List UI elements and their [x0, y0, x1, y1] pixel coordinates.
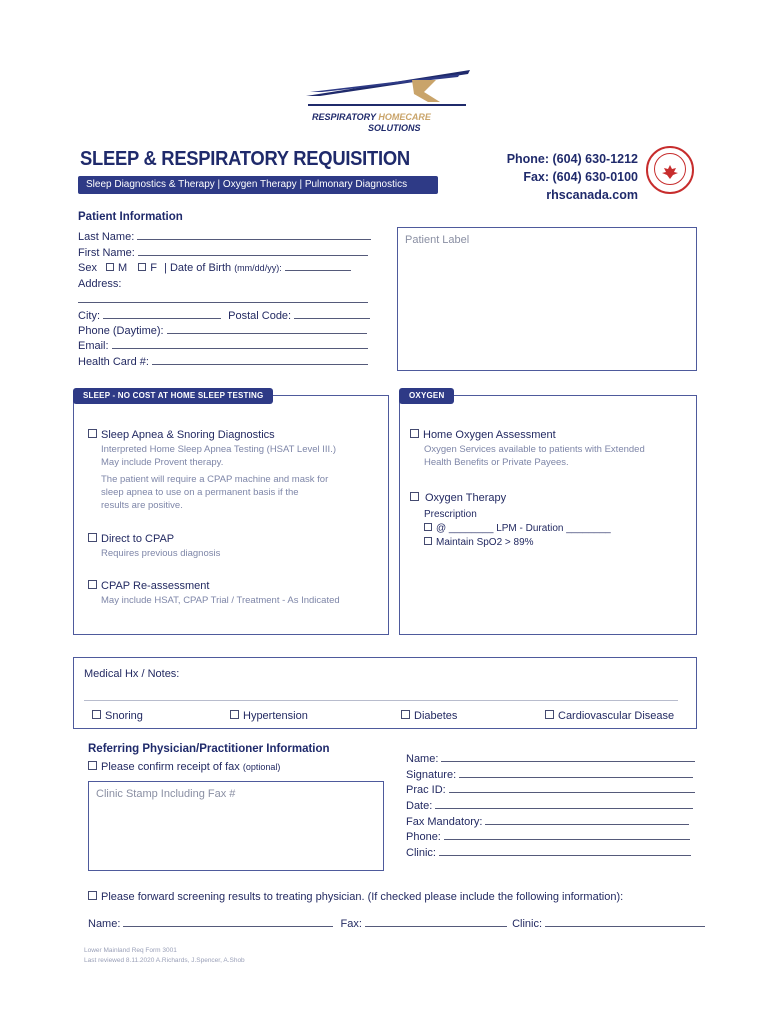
forward-clinic-field[interactable] [545, 926, 705, 927]
oxygen-assess-title: Home Oxygen Assessment [423, 429, 556, 441]
first-name-label: First Name: [78, 247, 135, 259]
sex-f-label: F [150, 262, 157, 274]
apnea-title: Sleep Apnea & Snoring Diagnostics [101, 429, 275, 441]
address-row [78, 278, 121, 290]
last-name-field[interactable] [137, 239, 371, 240]
phys-date-label: Date: [406, 800, 433, 812]
logo-swoosh-icon [300, 68, 475, 112]
last-name-label: Last Name: [78, 231, 135, 243]
sleep-tab: SLEEP - NO COST AT HOME SLEEP TESTING [73, 388, 273, 404]
hx-diabetes-checkbox[interactable] [401, 710, 410, 719]
logo-word-respiratory: RESPIRATORY [312, 112, 376, 122]
direct-cpap-title: Direct to CPAP [101, 533, 175, 545]
confirm-fax-optional: (optional) [242, 762, 281, 772]
phone-field[interactable] [167, 333, 367, 334]
apnea-checkbox[interactable] [88, 429, 97, 438]
postal-label: Postal Code: [228, 310, 292, 322]
phys-phone-row [406, 831, 690, 843]
hx-snoring-option[interactable] [92, 710, 143, 722]
phys-clinic-label: Clinic: [406, 847, 436, 859]
apnea-desc-2: May include Provent therapy. [101, 457, 224, 468]
phys-signature-field[interactable] [459, 777, 693, 778]
contact-fax: Fax: (604) 630-0100 [523, 170, 638, 184]
footer-form-id: Lower Mainland Req Form 3001 [84, 947, 177, 954]
phys-date-field[interactable] [435, 808, 693, 809]
logo-word-solutions: SOLUTIONS [368, 123, 421, 133]
email-row [78, 340, 368, 352]
forward-fields-row [88, 918, 705, 930]
company-logo [300, 68, 475, 136]
hx-snoring-label: Snoring [105, 710, 143, 722]
phys-prac-id-field[interactable] [449, 792, 695, 793]
rx-spo2-checkbox[interactable] [424, 537, 432, 545]
phys-name-label: Name: [406, 753, 439, 765]
forward-fax-label: Fax: [340, 918, 362, 930]
health-card-row [78, 356, 368, 368]
footer-reviewed: Last reviewed 8.11.2020 A.Richards, J.Spencer, A.Shob [84, 957, 245, 964]
direct-cpap-option[interactable] [88, 533, 174, 545]
health-card-field[interactable] [152, 364, 368, 365]
services-banner: Sleep Diagnostics & Therapy | Oxygen Therapy | Pulmonary Diagnostics [78, 176, 438, 194]
phys-prac-id-label: Prac ID: [406, 784, 446, 796]
phone-label: Phone (Daytime): [78, 325, 164, 337]
city-field[interactable] [103, 318, 221, 319]
apnea-desc-1: Interpreted Home Sleep Apnea Testing (HSAT Level III.) [101, 444, 336, 455]
hx-hypertension-checkbox[interactable] [230, 710, 239, 719]
forward-name-field[interactable] [123, 926, 333, 927]
first-name-row[interactable] [78, 247, 368, 259]
rx-flow-text: @ ________ LPM - Duration ________ [436, 523, 611, 534]
medical-hx-field[interactable] [84, 700, 678, 701]
medical-hx-label: Medical Hx / Notes: [84, 668, 180, 680]
rx-spo2-text: Maintain SpO2 > 89% [436, 537, 534, 548]
oxygen-assess-desc-1: Oxygen Services available to patients with Extended [424, 444, 645, 455]
postal-field[interactable] [294, 318, 370, 319]
hx-cardio-label: Cardiovascular Disease [558, 710, 675, 722]
forward-name-label: Name: [88, 918, 121, 930]
phys-fax-field[interactable] [485, 824, 689, 825]
patient-info-heading: Patient Information [78, 211, 183, 223]
hx-cardio-option[interactable] [545, 710, 674, 722]
clinic-stamp-text: Clinic Stamp Including Fax # [96, 788, 236, 800]
cpap-reassess-title: CPAP Re-assessment [101, 580, 210, 592]
phys-fax-label: Fax Mandatory: [406, 816, 483, 828]
forward-results-option[interactable] [88, 891, 623, 903]
oxygen-therapy-title: Oxygen Therapy [425, 492, 507, 504]
forward-fax-field[interactable] [365, 926, 507, 927]
cpap-reassess-sub: May include HSAT, CPAP Trial / Treatment - As Indicated [101, 595, 340, 606]
prescription-label: Prescription [424, 509, 477, 520]
cpap-note-1: The patient will require a CPAP machine and mask for [101, 474, 329, 485]
hx-hypertension-label: Hypertension [243, 710, 308, 722]
forward-results-text: Please forward screening results to treating physician. (If checked please include the following information): [101, 891, 624, 903]
oxygen-assess-checkbox[interactable] [410, 429, 419, 438]
forward-clinic-label: Clinic: [512, 918, 543, 930]
rx-flow-option[interactable] [424, 523, 611, 534]
sex-m-checkbox[interactable] [106, 263, 114, 271]
patient-label-box[interactable] [397, 227, 697, 371]
phys-phone-label: Phone: [406, 831, 441, 843]
oxygen-assess-option[interactable] [410, 429, 556, 441]
contact-website[interactable]: rhscanada.com [546, 188, 638, 202]
cpap-reassess-checkbox[interactable] [88, 580, 97, 589]
accreditation-seal-icon [646, 146, 694, 194]
cpap-note-2: sleep apnea to use on a permanent basis if the [101, 487, 299, 498]
cpap-note-3: results are positive. [101, 500, 183, 511]
hx-diabetes-option[interactable] [401, 710, 457, 722]
sex-m-label: M [118, 262, 128, 274]
logo-word-homecare: HOMECARE [378, 112, 431, 122]
patient-label-text: Patient Label [405, 234, 470, 246]
phone-row [78, 325, 367, 337]
oxygen-therapy-checkbox[interactable] [410, 492, 419, 501]
direct-cpap-sub: Requires previous diagnosis [101, 548, 221, 559]
hx-snoring-checkbox[interactable] [92, 710, 101, 719]
rx-spo2-option[interactable] [424, 537, 534, 548]
phys-clinic-row [406, 847, 691, 859]
confirm-fax-label: Please confirm receipt of fax [101, 761, 240, 773]
dob-label: | Date of Birth [164, 262, 232, 274]
sex-label: Sex [78, 262, 97, 274]
address-field[interactable] [78, 302, 368, 303]
confirm-fax-checkbox[interactable] [88, 761, 97, 770]
phys-clinic-field[interactable] [439, 855, 691, 856]
city-label: City: [78, 310, 100, 322]
phys-phone-field[interactable] [444, 839, 690, 840]
hx-diabetes-label: Diabetes [414, 710, 458, 722]
phys-prac-id-row [406, 784, 695, 796]
physician-heading: Referring Physician/Practitioner Information [88, 743, 330, 755]
city-postal-row [78, 310, 370, 322]
phys-signature-row [406, 769, 693, 781]
page-title: SLEEP & RESPIRATORY REQUISITION [80, 148, 410, 170]
clinic-stamp-box[interactable] [88, 781, 384, 871]
phys-name-row [406, 753, 695, 765]
apnea-option[interactable] [88, 429, 275, 441]
phys-signature-label: Signature: [406, 769, 457, 781]
health-card-label: Health Card #: [78, 356, 149, 368]
forward-results-checkbox[interactable] [88, 891, 97, 900]
sex-f-checkbox[interactable] [138, 263, 146, 271]
oxygen-therapy-option[interactable] [410, 492, 506, 504]
first-name-field[interactable] [138, 255, 368, 256]
cpap-reassess-option[interactable] [88, 580, 209, 592]
rx-flow-checkbox[interactable] [424, 523, 432, 531]
sex-dob-row [78, 262, 351, 274]
oxygen-assess-desc-2: Health Benefits or Private Payees. [424, 457, 569, 468]
email-label: Email: [78, 340, 109, 352]
phys-date-row [406, 800, 693, 812]
email-field[interactable] [112, 348, 368, 349]
address-label: Address: [78, 278, 122, 290]
hx-hypertension-option[interactable] [230, 710, 308, 722]
contact-phone: Phone: (604) 630-1212 [506, 152, 638, 166]
phys-fax-row [406, 816, 689, 828]
oxygen-tab: OXYGEN [399, 388, 454, 404]
dob-format: (mm/dd/yy): [234, 263, 282, 273]
phys-name-field[interactable] [441, 761, 695, 762]
hx-cardio-checkbox[interactable] [545, 710, 554, 719]
direct-cpap-checkbox[interactable] [88, 533, 97, 542]
confirm-fax-option[interactable] [88, 761, 280, 773]
last-name-row[interactable] [78, 231, 371, 243]
dob-field[interactable] [285, 270, 351, 271]
